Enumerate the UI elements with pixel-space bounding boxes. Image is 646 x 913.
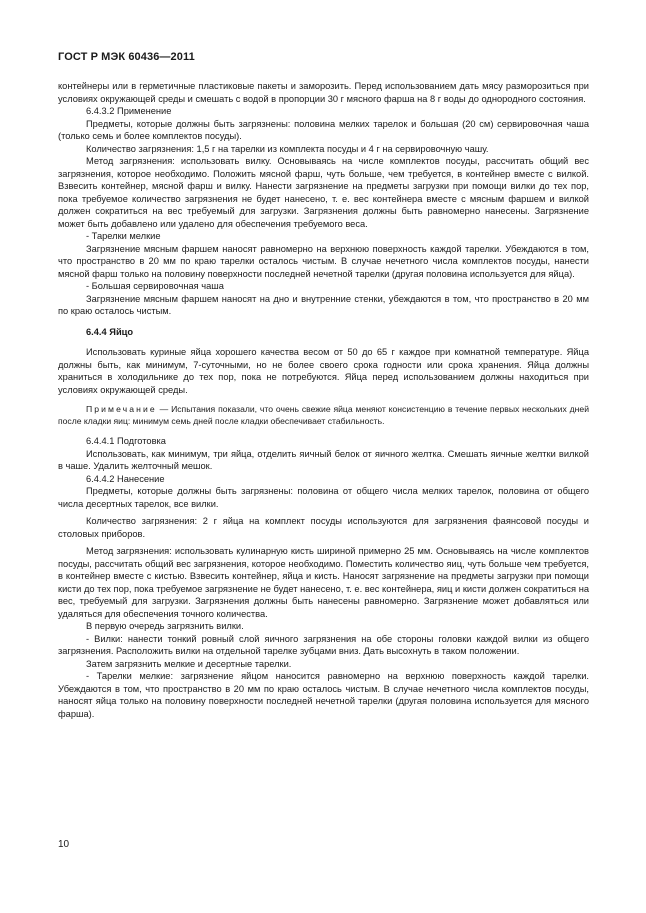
list-item-label: - Большая сервировочная чаша — [86, 281, 224, 291]
document-body — [58, 80, 589, 720]
paragraph: Предметы, которые должны быть загрязнены: половина от общего числа мелких тарелок, половина от общего числа десертных тарелок, все вилки. — [58, 486, 589, 509]
paragraph: Загрязнение мясным фаршем наносят на дно и внутренние стенки, убеждаются в том, что пространство в 20 мм по краю осталось чистым. — [58, 293, 589, 316]
page-number: 10 — [58, 839, 70, 850]
paragraph: Количество загрязнения: 2 г яйца на комплект посуды используются для загрязнения фаянсовой посуды и столовых приборов. — [58, 516, 589, 539]
note — [58, 404, 589, 427]
document-header: ГОСТ Р МЭК 60436—2011 — [58, 51, 195, 63]
section-number: 6.4.4.1 Подготовка — [86, 436, 166, 446]
paragraph: Затем загрязнить мелкие и десертные тарелки. — [86, 658, 292, 669]
paragraph: В первую очередь загрязнить вилки. — [86, 621, 244, 631]
note-text: — Испытания показали, что очень свежие яйца меняют консистенцию в течение первых нескольких дней после кладки яиц: минимум семь дней после кладки обеспечивает стабильность. — [58, 404, 589, 426]
paragraph: Загрязнение мясным фаршем наносят равномерно на верхнюю поверхность каждой тарелки. Убеждаются в том, что пространство в 20 мм по краю тарелки осталось чистым. В случае нечетного числа комплектов посуды, нанести мясной фарш только на половину поверхности последней нечетной тарелки (другая половина используется для яйца). — [58, 243, 589, 279]
paragraph: - Тарелки мелкие: загрязнение яйцом наносится равномерно на верхнюю поверхность каждой тарелки. Убеждаются в том, что пространство в 20 мм по краю осталось чистым. В случае нечетного числа комплектов посуды, наносят яйца только на половину поверхности последней нечетной тарелки (другая половина используется для мясного фарша). — [58, 671, 589, 719]
paragraph: Использовать куриные яйца хорошего качества весом от 50 до 65 г каждое при комнатной температуре. Яйца должны быть, как минимум, 7-суточными, но не более своего срока годности или срока хранения. Яйца должны храниться в холодильнике до тех пор, пока не потребуются. Яйца перед использованием должны находиться при условиях окружающей среды. — [58, 347, 589, 395]
section-number: 6.4.3.2 Применение — [86, 106, 172, 116]
paragraph: Количество загрязнения: 1,5 г на тарелки из комплекта посуды и 4 г на сервировочную чашу. — [86, 143, 489, 154]
note-label: Примечание — [86, 404, 157, 414]
section-heading: 6.4.4 Яйцо — [86, 326, 134, 337]
paragraph: контейнеры или в герметичные пластиковые пакеты и заморозить. Перед использованием дать мясу разморозиться при условиях окружающей среды и смешать с водой в пропорции 30 г мясного фарша на 8 г воды до однородного состояния. — [58, 81, 589, 104]
list-item-label: - Тарелки мелкие — [86, 231, 161, 241]
section-number: 6.4.4.2 Нанесение — [86, 473, 165, 484]
paragraph: Предметы, которые должны быть загрязнены: половина мелких тарелок и большая (20 см) сервировочная чаша (только семь и более комплектов посуды). — [58, 118, 589, 141]
paragraph: Метод загрязнения: использовать кулинарную кисть шириной примерно 25 мм. Основываясь на числе комплектов посуды, рассчитать общий вес загрязнения, которое необходимо. Поместить количество яиц, чуть больше чем требуется, в контейнер вместе с кистью. Взвесить контейнер, яйца и кисть. Наносят загрязнение на предметы загрузки при помощи кисти до тех пор, пока требуемое загрязнение не будет нанесено, т. е. вес контейнера, яиц и кисти должен сократиться на вес, требуемый для загрузки. Загрязнения должны быть нанесены равномерно. Загрязнение может добавляться или удаляться для обеспечения точного количества. — [58, 546, 589, 619]
paragraph: - Вилки: нанести тонкий ровный слой яичного загрязнения на обе стороны головки каждой вилки из общего загрязнения. Расположить вилки на отдельной тарелке зубцами вниз. Дать высохнуть в таком положении. — [58, 633, 589, 656]
paragraph: Метод загрязнения: использовать вилку. Основываясь на числе комплектов посуды, рассчитать общий вес загрязнения, которое необходимо. Положить мясной фарш, чуть больше, чем требуется, в контейнер вместе с вилкой. Взвесить контейнер, мясной фарш и вилку. Нанести загрязнение на предметы загрузки при помощи вилки до тех пор, пока требуемое количество загрязнения не будет нанесено, т. е. вес контейнера вместе с мясным фаршем и вилкой должен сократиться на вес требуемый для загрузки. Загрязнения должны быть равномерно нанесены. Загрязнение может быть добавлено или удалено для обеспечения требуемого веса. — [58, 156, 589, 229]
paragraph: Использовать, как минимум, три яйца, отделить яичный белок от яичного желтка. Смешать яичные желтки вилкой в чаше. Удалить желточный мешок. — [58, 448, 589, 471]
